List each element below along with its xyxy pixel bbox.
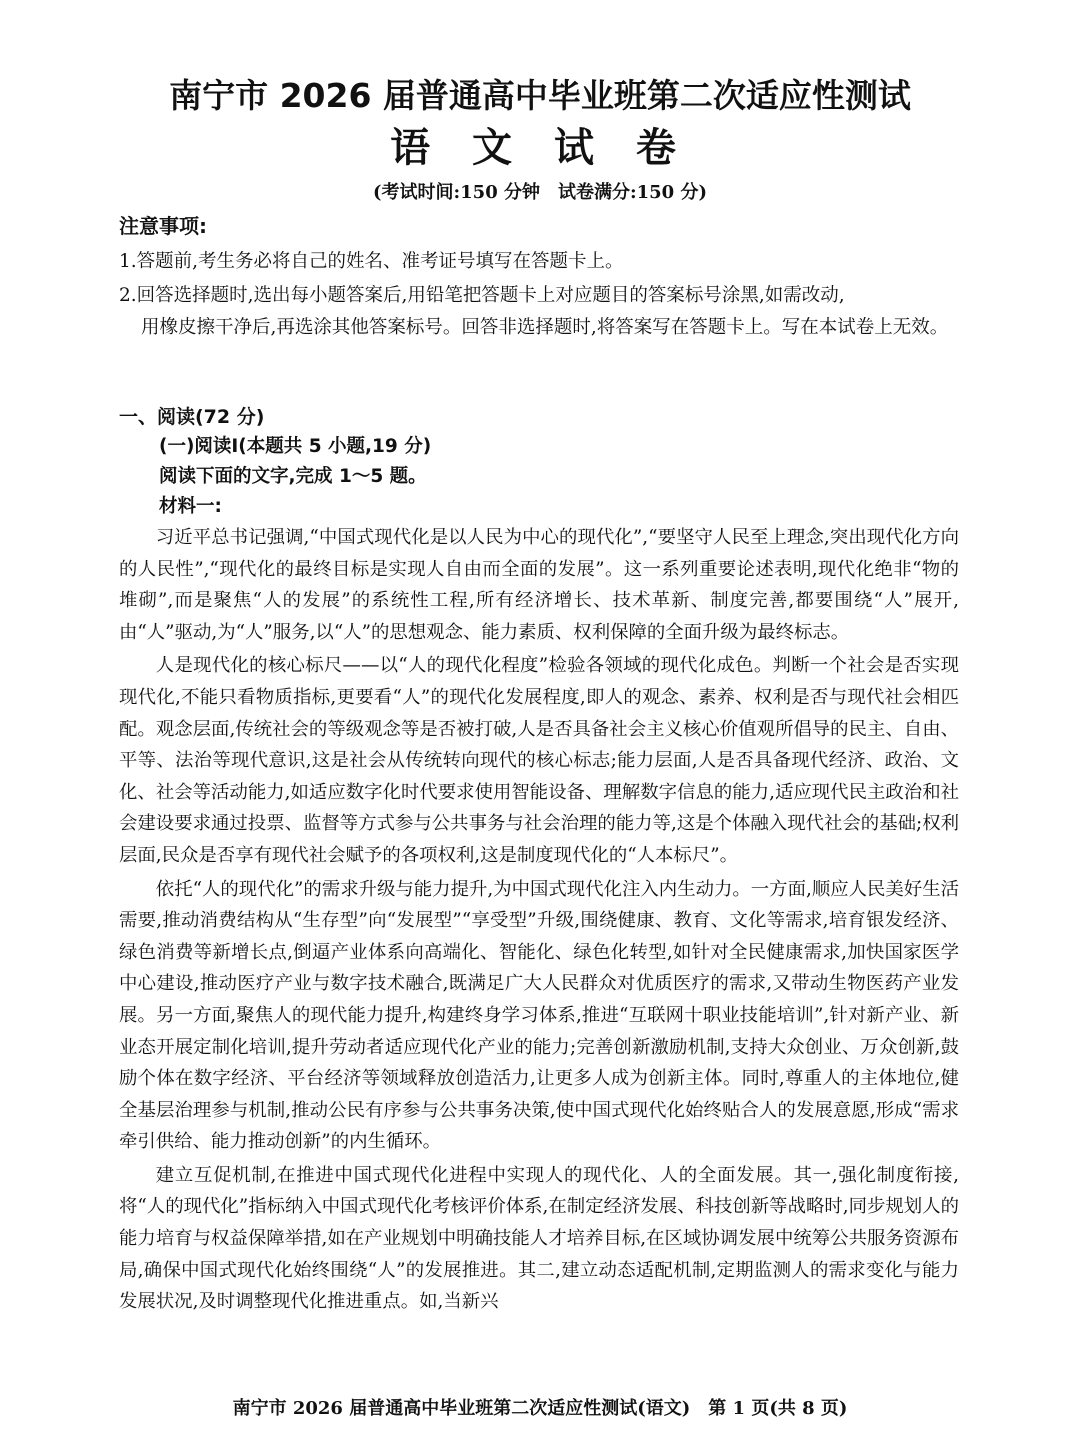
notice-item-line: 2.回答选择题时,选出每小题答案后,用铅笔把答题卡上对应题目的答案标号涂黑,如需改动, xyxy=(119,285,845,306)
section-heading: 一、阅读(72 分) xyxy=(119,406,265,428)
paragraph: 建立互促机制,在推进中国式现代化进程中实现人的现代化、人的全面发展。其一,强化制度衔接,将“人的现代化”指标纳入中国式现代化考核评价体系,在制定经济发展、科技创新等战略时,同步规划人的能力培育与权益保障举措,如在产业规划中明确技能人才培养目标,在区域协调发展中统筹公共服务资源布局,确保中国式现代化始终围绕“人”的发展推进。其二,建立动态适配机制,定期监测人的需求变化与能力发展状况,及时调整现代化推进重点。如,当新兴 xyxy=(119,1164,959,1313)
notice-item xyxy=(119,280,959,344)
reading-instruction: 阅读下面的文字,完成 1～5 题。 xyxy=(159,466,427,487)
paper-subtitle: 语 文 试 卷 xyxy=(390,125,690,171)
paragraph: 习近平总书记强调,“中国式现代化是以人民为中心的现代化”,“要坚守人民至上理念,突出现代化方向的人民性”,“现代化的最终目标是实现人自由而全面的发展”。这一系列重要论述表明,现代化绝非“物的堆砌”,而是聚焦“人的发展”的系统性工程,所有经济增长、技术革新、制度完善,都要围绕“人”展开,由“人”驱动,为“人”服务,以“人”的思想观念、能力素质、权利保障的全面升级为最终标志。 xyxy=(119,527,959,643)
notice-heading: 注意事项: xyxy=(119,214,207,238)
exam-title: 南宁市 2026 届普通高中毕业班第二次适应性测试 xyxy=(169,76,911,115)
notice-item-continuation: 用橡皮擦干净后,再选涂其他答案标号。回答非选择题时,将答案写在答题卡上。写在本试卷上无效。 xyxy=(141,317,949,338)
material-label: 材料一: xyxy=(159,496,222,517)
exam-info: (考试时间:150 分钟 试卷满分:150 分) xyxy=(372,182,707,203)
notice-item: 1.答题前,考生务必将自己的姓名、准考证号填写在答题卡上。 xyxy=(119,251,624,272)
part-heading: (一)阅读Ⅰ(本题共 5 小题,19 分) xyxy=(159,436,432,457)
material-body xyxy=(119,522,959,1320)
paragraph: 依托“人的现代化”的需求升级与能力提升,为中国式现代化注入内生动力。一方面,顺应人民美好生活需要,推动消费结构从“生存型”向“发展型”“享受型”升级,围绕健康、教育、文化等需求,培育银发经济、绿色消费等新增长点,倒逼产业体系向高端化、智能化、绿色化转型,如针对全民健康需求,加快国家医学中心建设,推动医疗产业与数字技术融合,既满足广大人民群众对优质医疗的需求,又带动生物医药产业发展。另一方面,聚焦人的现代能力提升,构建终身学习体系,推进“互联网十职业技能培训”,针对新产业、新业态开展定制化培训,提升劳动者适应现代化产业的能力;完善创新激励机制,支持大众创业、万众创新,鼓励个体在数字经济、平台经济等领域释放创造活力,让更多人成为创新主体。同时,尊重人的主体地位,健全基层治理参与机制,推动公民有序参与公共事务决策,使中国式现代化始终贴合人的发展意愿,形成“需求牵引供给、能力推动创新”的内生循环。 xyxy=(119,878,959,1153)
notice-list xyxy=(119,246,959,346)
page-footer: 南宁市 2026 届普通高中毕业班第二次适应性测试(语文) 第 1 页(共 8 页) xyxy=(232,1398,848,1419)
paragraph: 人是现代化的核心标尺——以“人的现代化程度”检验各领域的现代化成色。判断一个社会是否实现现代化,不能只看物质指标,更要看“人”的现代化发展程度,即人的观念、素养、权利是否与现代社会相匹配。观念层面,传统社会的等级观念等是否被打破,人是否具备社会主义核心价值观所倡导的民主、自由、平等、法治等现代意识,这是社会从传统转向现代的核心标志;能力层面,人是否具备现代经济、政治、文化、社会等活动能力,如适应数字化时代要求使用智能设备、理解数字信息的能力,适应现代民主政治和社会建设要求通过投票、监督等方式参与公共事务与社会治理的能力等,这是个体融入现代社会的基础;权利层面,民众是否享有现代社会赋予的各项权利,这是制度现代化的“人本标尺”。 xyxy=(119,655,959,866)
